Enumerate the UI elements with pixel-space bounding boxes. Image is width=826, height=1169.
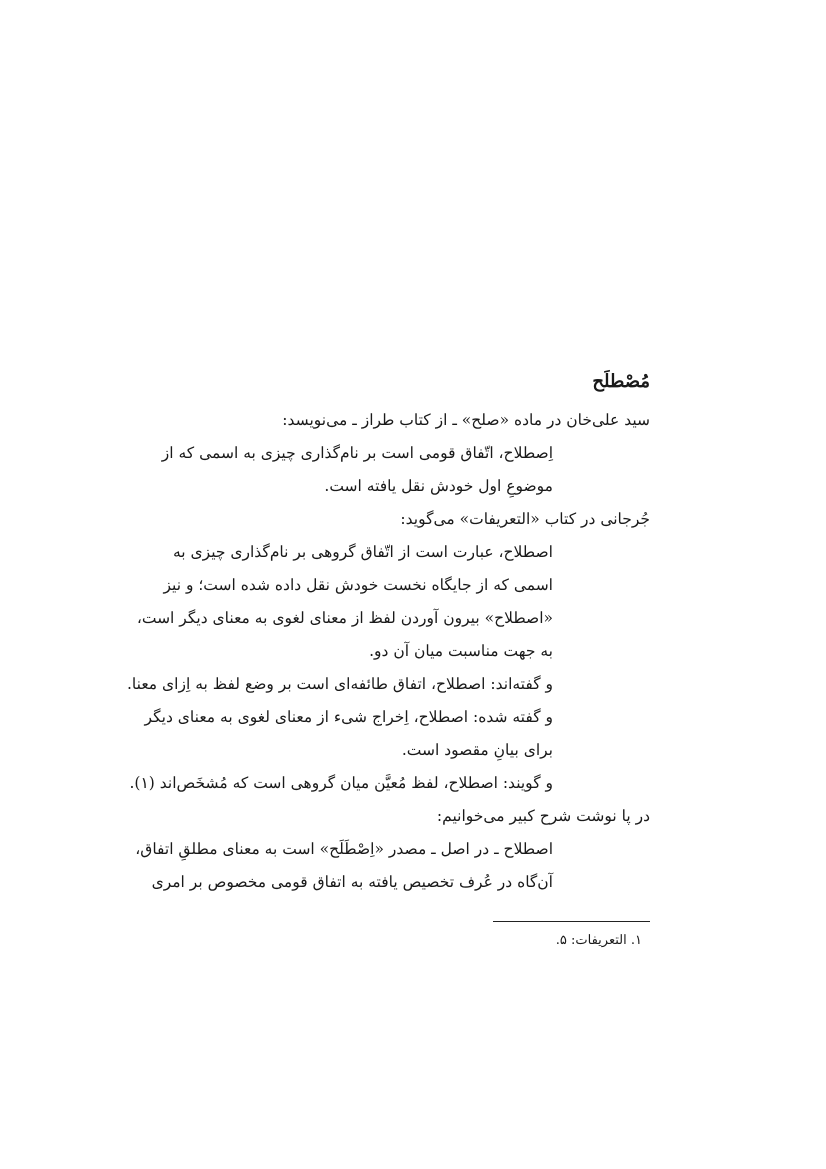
quote-line: «اصطلاح» بیرون آوردن لفظ از معنای لغوی به معنای دیگر است،: [136, 609, 553, 627]
body-line: در پا نوشت شرح کبیر می‌خوانیم:: [436, 807, 650, 825]
quote-line: آن‌گاه در عُرف تخصیص یافته به اتفاق قومی مخصوص بر امری: [151, 873, 553, 891]
quote-line: اصطلاح، عبارت است از اتّفاق گروهی بر نام‌گذاری چیزی به: [172, 543, 553, 561]
quote-line: و گفته شده: اصطلاح، اِخراج شیء از معنای لغوی به معنای دیگر: [144, 708, 553, 726]
footnote-divider: [493, 921, 650, 922]
quote-line: اصطلاح ـ در اصل ـ مصدر «اِصْطَلَح» است به معنای مطلقِ اتفاق،: [135, 840, 553, 858]
section-heading: مُصْطلَح: [592, 371, 650, 392]
body-line: سید علی‌خان در ماده «صلح» ـ از کتاب طراز ـ می‌نویسد:: [282, 411, 650, 429]
quote-line: اسمی که از جایگاه نخست خودش نقل داده شده است؛ و نیز: [163, 576, 553, 594]
quote-line: موضوعِ اول خودش نقل یافته است.: [324, 477, 553, 495]
quote-line: و گفته‌اند: اصطلاح، اتفاق طائفه‌ای است بر وضع لفظ به اِزای معنا.: [127, 675, 553, 693]
quote-line: به جهت مناسبت میان آن دو.: [369, 642, 553, 660]
footnote: ۱. التعریفات: ۵.: [555, 933, 642, 948]
quote-line: اِصطلاح، اتّفاق قومی است بر نام‌گذاری چیزی به اسمی که از: [161, 444, 553, 462]
quote-line: برای بیانِ مقصود است.: [401, 741, 553, 759]
body-line: جُرجانی در کتاب «التعریفات» می‌گوید:: [400, 510, 650, 528]
quote-line: و گویند: اصطلاح، لفظ مُعیَّن میان گروهی است که مُشخَص‌اند (۱).: [129, 774, 553, 792]
